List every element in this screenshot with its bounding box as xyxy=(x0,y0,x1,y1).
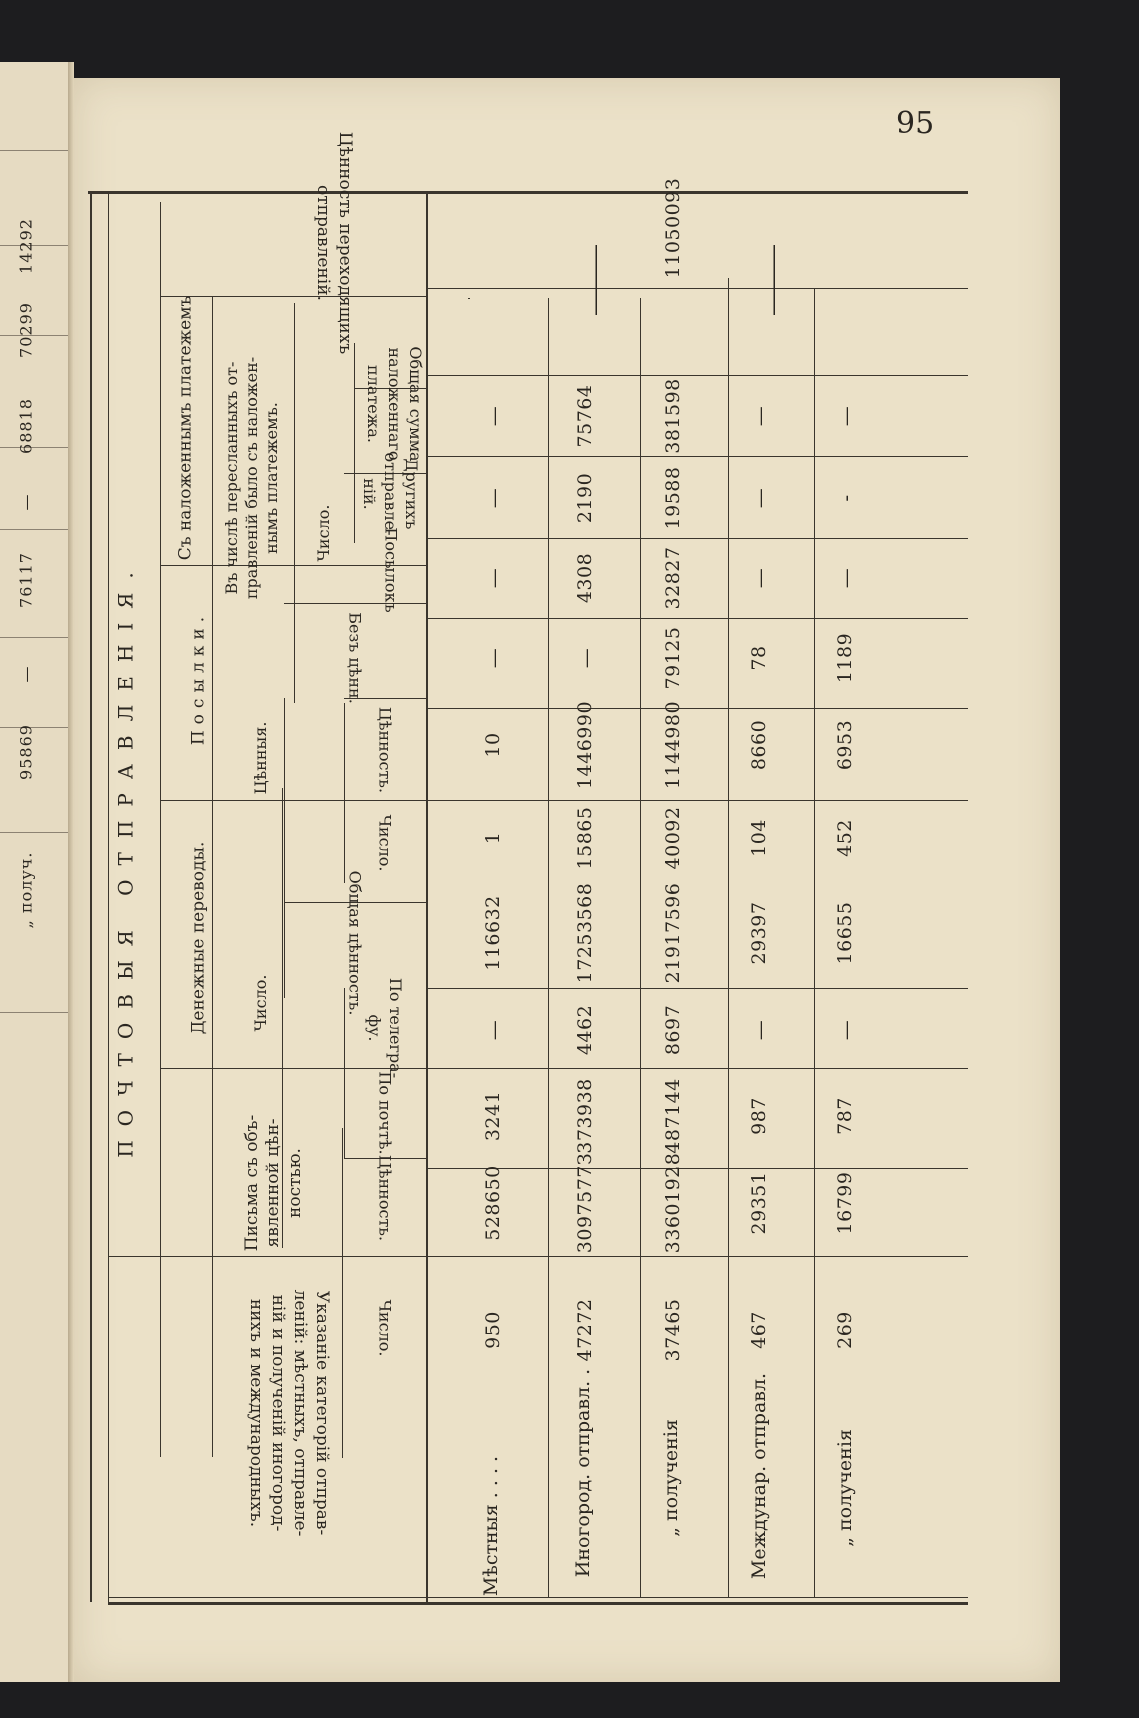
row-divider xyxy=(728,278,729,1598)
column-rule xyxy=(428,800,968,801)
cell-letters-count: 47272 xyxy=(574,1298,597,1362)
group-parcels: Посылки. xyxy=(188,610,209,746)
cell-cod-other: 2190 xyxy=(574,472,597,524)
cell-cod-parcels: 32827 xyxy=(662,546,685,610)
subgroup-transfers-count: Число. xyxy=(251,974,270,1032)
cell-cod-sum: — xyxy=(481,405,506,427)
cell-parcels-value: 6953 xyxy=(834,719,857,771)
cell-cod-parcels: 4308 xyxy=(574,552,597,604)
cell-letters-value: 16799 xyxy=(834,1171,857,1235)
col-letters-count: Число. xyxy=(375,1299,395,1357)
bottom-rule xyxy=(108,1602,968,1605)
column-rule xyxy=(428,708,968,709)
cell-parcels-count: 1 xyxy=(482,831,505,845)
prev-page-rule xyxy=(0,1012,68,1013)
column-rule xyxy=(428,288,968,289)
bottom-rule-thin xyxy=(108,1597,968,1598)
cell-by-mail: 3241 xyxy=(482,1090,505,1142)
cell-parcels-count: 40092 xyxy=(662,806,685,870)
cell-by-telegraph: — xyxy=(833,1019,858,1041)
subgroup-cod-count: Число. xyxy=(314,504,333,562)
subgroup-cod-note: Въ числѣ пересланныхъ от- правленій было съ наложен- нымъ платежемъ. xyxy=(222,356,281,600)
row-divider xyxy=(548,298,549,1598)
cell-parcels-value: 1446990 xyxy=(574,700,597,790)
transit-brace-left: ⎯⎯⎯⎯⎯ xyxy=(577,245,610,316)
row-divider xyxy=(814,288,815,1598)
col-cod-other: Другихъ отправле- ній. xyxy=(360,452,422,536)
cell-by-telegraph: — xyxy=(747,1019,772,1041)
col-total-value: Общая цѣнность. xyxy=(345,870,365,1016)
cell-parcels-novalue: — xyxy=(481,647,506,669)
group-cod: Съ наложеннымъ платежемъ xyxy=(175,295,196,561)
col-parcels-value: Цѣнность. xyxy=(375,706,395,794)
prev-page-value: 68818 xyxy=(16,398,36,454)
cell-cod-parcels: — xyxy=(833,567,858,589)
table-title: ПОЧТОВЫЯ ОТПРАВЛЕНІЯ. xyxy=(113,558,138,1158)
cell-cod-sum: — xyxy=(833,405,858,427)
cell-by-telegraph: — xyxy=(481,1019,506,1041)
previous-page-edge xyxy=(0,62,68,1682)
prev-page-value: 70299 xyxy=(16,302,36,358)
cell-cod-other: — xyxy=(481,487,506,509)
cell-total-value: 116632 xyxy=(482,895,505,971)
subgroup-divider xyxy=(354,343,355,543)
prev-page-value: 14292 xyxy=(16,218,36,274)
header-rule xyxy=(160,296,426,297)
header-rule xyxy=(108,1256,426,1257)
cell-parcels-count: 452 xyxy=(834,819,857,857)
column-rule xyxy=(428,1168,968,1169)
cell-by-telegraph: 8697 xyxy=(662,1004,685,1056)
group-divider xyxy=(212,296,213,1457)
col-parcels-novalue: Безъ цѣнн. xyxy=(345,612,365,704)
prev-page-rule xyxy=(0,637,68,638)
cell-letters-value: 33601928 xyxy=(662,1152,685,1254)
prev-page-rule xyxy=(0,529,68,530)
prev-page-value: — xyxy=(16,665,36,683)
col-cod-sum: Общая сумма наложеннаго платежа. xyxy=(364,346,426,462)
row-label-intercity-received: „ полученія xyxy=(660,1419,683,1537)
cell-total-value: 29397 xyxy=(748,901,771,965)
cell-by-mail: 487144 xyxy=(662,1078,685,1154)
cell-letters-value: 528650 xyxy=(482,1165,505,1241)
row-label-international-sent: Междунар. отправл. xyxy=(748,1372,771,1580)
top-rule xyxy=(88,191,968,194)
subgroup-divider xyxy=(342,1128,343,1458)
cell-parcels-novalue: 1189 xyxy=(834,632,857,684)
group-letters: Письма съ объ- явленной цѣн- ностью. xyxy=(242,1114,305,1252)
left-border-inner xyxy=(108,194,109,1602)
cell-total-value: 16655 xyxy=(834,901,857,965)
title-divider xyxy=(160,202,161,1457)
column-rule xyxy=(428,538,968,539)
cell-letters-value: 3097577З xyxy=(574,1152,597,1254)
subgroup-parcels-valued: Цѣнныя. xyxy=(251,721,270,795)
cell-parcels-value: 1144980 xyxy=(662,700,685,790)
cell-cod-other: - xyxy=(833,494,858,502)
page-number: 95 xyxy=(896,106,935,141)
column-rule xyxy=(428,618,968,619)
column-rule xyxy=(428,456,968,457)
transit-placeholder xyxy=(468,298,470,299)
col-parcels-count: Число. xyxy=(375,814,395,872)
cell-letters-count: 950 xyxy=(482,1311,505,1349)
prev-page-value: 95869 xyxy=(16,724,36,780)
cell-letters-count: 37465 xyxy=(662,1298,685,1362)
column-rule xyxy=(428,375,968,376)
cell-cod-parcels: — xyxy=(481,567,506,589)
cell-total-value: 17253568 xyxy=(574,882,597,984)
cell-by-telegraph: 4462 xyxy=(574,1004,597,1056)
cell-cod-parcels: — xyxy=(747,567,772,589)
row-divider xyxy=(640,298,641,1598)
col-by-mail: По почтѣ. xyxy=(375,1071,395,1155)
cell-cod-sum: — xyxy=(747,405,772,427)
prev-page-rule xyxy=(0,832,68,833)
cell-parcels-value: 10 xyxy=(482,732,505,758)
col-letters-value: Цѣнность. xyxy=(375,1154,395,1242)
group-transfers: Денежные переводы. xyxy=(188,841,209,1035)
cell-parcels-novalue: 78 xyxy=(748,645,771,671)
page xyxy=(74,78,1060,1682)
col-by-telegraph: По телегра- фу. xyxy=(365,977,405,1079)
group-transit: Цѣнность переходящихъ отправленій. xyxy=(313,131,356,355)
left-border xyxy=(90,194,92,1602)
column-rule xyxy=(428,988,968,989)
row-label-local: Мѣстныя . . . . xyxy=(480,1455,503,1597)
subgroup-divider xyxy=(344,703,345,883)
prev-page-value: — xyxy=(16,493,36,511)
column-rule xyxy=(428,1256,968,1257)
cell-by-mail: 987 xyxy=(748,1097,771,1135)
cell-parcels-count: 104 xyxy=(748,819,771,857)
transit-brace-right: ⎯⎯⎯⎯⎯ xyxy=(755,245,788,316)
cell-parcels-count: 15865 xyxy=(574,806,597,870)
cell-parcels-novalue: — xyxy=(573,647,598,669)
cell-cod-sum: 381598 xyxy=(662,378,685,454)
prev-page-label: „ получ. xyxy=(16,851,36,929)
header-rule xyxy=(160,800,426,801)
prev-page-rule xyxy=(0,150,68,151)
cell-by-mail: 787 xyxy=(834,1097,857,1135)
cell-letters-count: 269 xyxy=(834,1311,857,1349)
subgroup-divider xyxy=(284,698,285,998)
cell-parcels-novalue: 79125 xyxy=(662,626,685,690)
cell-cod-other: 19588 xyxy=(662,466,685,530)
row-label-international-received: „ полученія xyxy=(834,1429,857,1547)
subgroup-divider xyxy=(294,303,295,703)
row-header: Указаніе категорій отправ- леній: мѣстныхъ, отправле- ній и полученій иногород- нихъ и международныхъ. xyxy=(245,1289,333,1537)
cell-parcels-value: 8660 xyxy=(748,719,771,771)
col-cod-parcels: Посылокъ xyxy=(381,527,401,613)
cell-cod-other: — xyxy=(747,487,772,509)
header-body-divider xyxy=(426,194,428,1602)
column-rule xyxy=(428,1068,968,1069)
cell-cod-sum: 75764 xyxy=(574,384,597,448)
cell-transit-total: 11050093 xyxy=(662,177,685,279)
header-rule xyxy=(284,603,426,604)
cell-by-mail: 373938 xyxy=(574,1078,597,1154)
cell-letters-count: 467 xyxy=(748,1311,771,1349)
row-label-intercity-sent: Иногород. отправл. . xyxy=(572,1368,595,1578)
prev-page-value: 76117 xyxy=(16,552,36,608)
cell-total-value: 21917596 xyxy=(662,882,685,984)
cell-letters-value: 29351 xyxy=(748,1171,771,1235)
